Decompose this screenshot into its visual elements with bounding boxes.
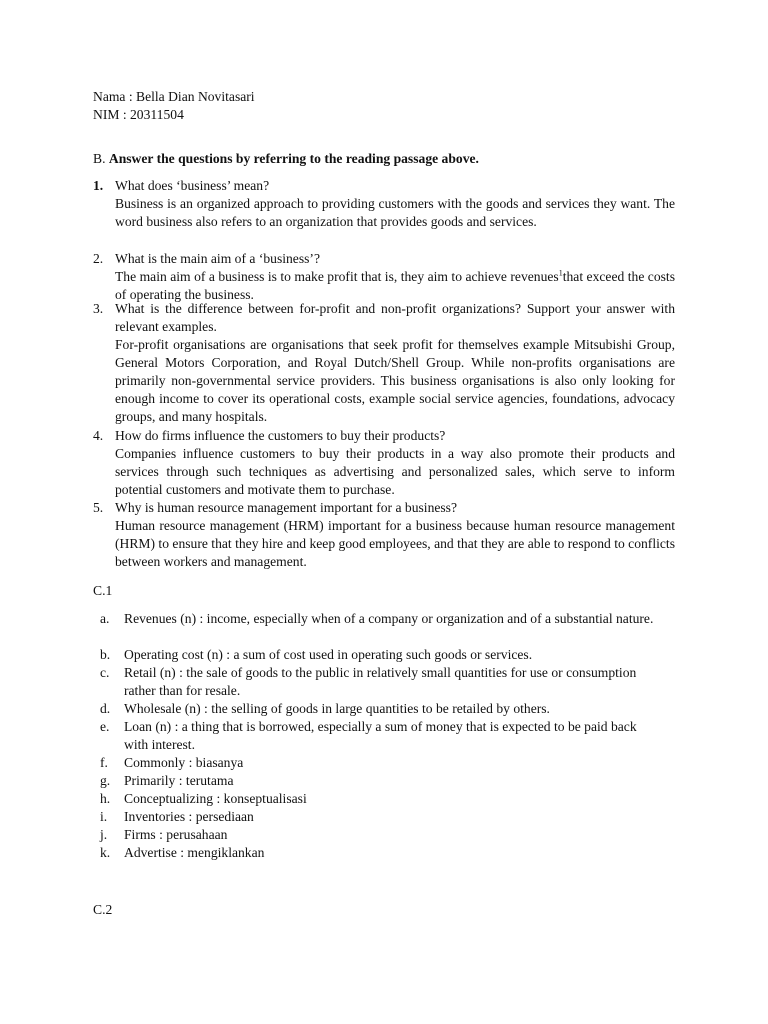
vocab-entry: Loan (n) : a thing that is borrowed, especially a sum of money that is expected to be paid back with interest. <box>124 719 637 752</box>
vocab-label: c. <box>100 665 110 680</box>
vocab-entry: Operating cost (n) : a sum of cost used in operating such goods or services. <box>124 647 533 662</box>
question-text: Why is human resource management important for a business? <box>115 500 458 515</box>
question-number: 1. <box>93 178 104 193</box>
vocab-label: h. <box>100 791 111 806</box>
vocab-entry: Conceptualizing : konseptualisasi <box>124 791 307 806</box>
vocab-entry: Revenues (n) : income, especially when of a company or organization and of a substantial nature. <box>124 611 654 626</box>
answer-text: For-profit organisations are organisations that seek profit for themselves example Mitsubishi Group, General Motors Corporation, and Royal Dutch/Shell Group. While non-profits organisations are primarily non-governmental service providers. This business organisations is also only looking for enough income to cover its operational costs, example social service agencies, foundations, advocacy groups, and many hospitals. <box>115 337 675 424</box>
vocab-label: g. <box>100 773 111 788</box>
vocab-label: e. <box>100 719 110 734</box>
answer-text <box>115 268 675 304</box>
vocab-entry: Primarily : terutama <box>124 773 234 788</box>
section-b-heading <box>93 150 479 168</box>
question-number: 4. <box>93 428 104 443</box>
answer-text: Companies influence customers to buy their products in a way also promote their products and services through such techniques as advertising and personalized sales, which serve to inform potential customers and motivate them to purchase. <box>115 446 675 497</box>
section-b-label: B. <box>93 151 106 166</box>
vocab-label: b. <box>100 647 111 662</box>
vocab-entry: Inventories : persediaan <box>124 809 254 824</box>
question-text: How do firms influence the customers to buy their products? <box>115 428 446 443</box>
section-b-instruction: Answer the questions by referring to the reading passage above. <box>108 151 479 166</box>
vocab-label: f. <box>100 755 108 770</box>
section-c2-title: C.2 <box>93 902 113 917</box>
vocab-entry: Firms : perusahaan <box>124 827 228 842</box>
answer-text-part: The main aim of a business is to make profit that is, they aim to achieve revenues <box>115 269 559 284</box>
vocab-label: i. <box>100 809 108 824</box>
footnote-marker: 1 <box>558 268 563 278</box>
question-text: What does ‘business’ mean? <box>115 178 270 193</box>
vocab-entry: Commonly : biasanya <box>124 755 244 770</box>
vocab-label: j. <box>100 827 108 842</box>
answer-text: Human resource management (HRM) important for a business because human resource management (HRM) to ensure that they hire and keep good employees, and that they are able to respond to conflicts between workers and management. <box>115 518 675 569</box>
question-text: What is the main aim of a ‘business’? <box>115 251 320 266</box>
section-c1-title: C.1 <box>93 583 113 598</box>
question-number: 2. <box>93 251 104 266</box>
vocab-label: d. <box>100 701 111 716</box>
student-nim: NIM : 20311504 <box>93 107 184 122</box>
question-number: 3. <box>93 301 104 316</box>
vocab-entry: Wholesale (n) : the selling of goods in large quantities to be retailed by others. <box>124 701 550 716</box>
vocab-entry: Advertise : mengiklankan <box>124 845 265 860</box>
student-name: Nama : Bella Dian Novitasari <box>93 89 255 104</box>
vocab-label: a. <box>100 611 110 626</box>
answer-text: Business is an organized approach to providing customers with the goods and services they want. The word business also refers to an organization that provides goods and services. <box>115 196 675 229</box>
vocab-entry: Retail (n) : the sale of goods to the public in relatively small quantities for use or consumption rather than for resale. <box>124 665 637 698</box>
answer-text-part: that exceed the costs of operating the business. <box>115 269 675 302</box>
question-text: What is the difference between for-profit and non-profit organizations? Support your answer with relevant examples. <box>115 301 675 334</box>
question-number: 5. <box>93 500 104 515</box>
vocab-label: k. <box>100 845 111 860</box>
